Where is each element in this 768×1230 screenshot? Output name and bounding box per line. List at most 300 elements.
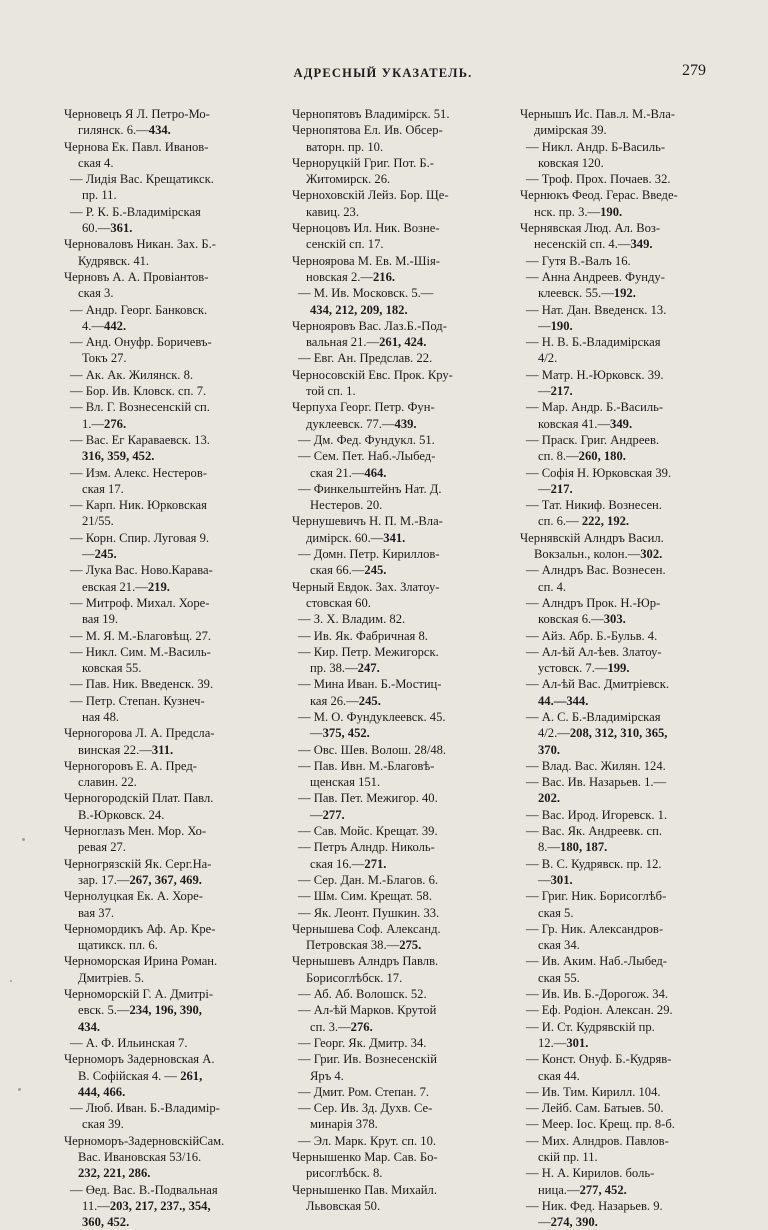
entry-line: —274, 390.	[538, 1215, 598, 1230]
entry-line: — Матр. Н.-Юрковск. 39.	[526, 367, 664, 382]
entry-line: ковская 120.	[538, 155, 604, 170]
directory-subentry	[526, 139, 730, 172]
entry-line: 434.	[78, 1019, 101, 1034]
directory-subentry	[70, 204, 274, 237]
entry-line: Черногорова Л. А. Предсла-	[64, 726, 215, 741]
entry-line: Черноховскій Лейз. Бор. Ще-	[292, 188, 449, 203]
entry-line: —277.	[310, 807, 345, 822]
entry-line: ковская 55.	[82, 661, 142, 676]
entry-line: 4.—442.	[82, 318, 127, 333]
directory-subentry	[526, 807, 730, 823]
entry-line: Черноярова М. Ев. М.-Шія-	[292, 253, 440, 268]
entry-line: нск. пр. 3.—190.	[534, 204, 623, 219]
directory-subentry	[70, 302, 274, 335]
entry-line: — Анна Андреев. Фунду-	[526, 269, 665, 284]
directory-subentry	[70, 676, 274, 692]
entry-line: — Дмит. Ром. Степан. 7.	[298, 1084, 430, 1099]
entry-line: Чернушевичъ Н. П. М.-Вла-	[292, 514, 443, 529]
entry-line: дуклеевск. 77.—439.	[306, 416, 417, 431]
entry-line: —375, 452.	[310, 726, 370, 741]
directory-entry	[64, 1133, 274, 1182]
entry-line: — Гр. Ник. Александров-	[526, 921, 664, 936]
column-1	[64, 106, 274, 1230]
directory-subentry	[526, 465, 730, 498]
entry-line: сп. 6.— 222, 192.	[538, 514, 630, 529]
entry-line: — Сем. Пет. Наб.-Лыбед-	[298, 449, 436, 464]
entry-line: евская 21.—219.	[82, 579, 170, 594]
entry-line: — В. С. Кудрявск. пр. 12.	[526, 856, 662, 871]
entry-line: Черноморъ-ЗадерновскійСам.	[64, 1133, 225, 1148]
entry-line: ская 5.	[538, 905, 574, 920]
entry-line: ская 39.	[82, 1117, 124, 1132]
entry-line: 21/55.	[82, 514, 114, 529]
directory-subentry	[526, 1019, 730, 1052]
entry-line: димірская 39.	[534, 123, 607, 138]
directory-subentry	[298, 676, 502, 709]
directory-entry	[64, 269, 274, 302]
entry-line: 232, 221, 286.	[78, 1166, 151, 1181]
entry-line: — Айз. Абр. Б.-Бульв. 4.	[526, 628, 658, 643]
directory-entry	[292, 220, 502, 253]
entry-line: 360, 452.	[82, 1215, 130, 1230]
directory-subentry	[298, 1133, 502, 1149]
entry-line: — Влад. Вас. Жилян. 124.	[526, 758, 666, 773]
entry-line: — Георг. Як. Дмитр. 34.	[298, 1035, 427, 1050]
entry-line: Черноцовъ Ил. Ник. Возне-	[292, 221, 440, 236]
directory-subentry	[298, 546, 502, 579]
directory-subentry	[70, 497, 274, 530]
entry-line: Черноваловъ Никан. Зах. Б.-	[64, 237, 216, 252]
entry-line: — Сер. Ив. Зд. Духв. Се-	[298, 1101, 433, 1116]
entry-line: — Никл. Андр. Б-Василь-	[526, 139, 666, 154]
entry-line: евск. 5.—234, 196, 390,	[78, 1003, 202, 1018]
directory-entry	[292, 122, 502, 155]
directory-subentry	[526, 269, 730, 302]
directory-entry	[292, 367, 502, 400]
entry-line: Вас. Ивановская 53/16.	[78, 1150, 202, 1164]
directory-entry	[292, 253, 502, 286]
entry-line: —301.	[538, 872, 573, 887]
entry-line: 4/2.—208, 312, 310, 365,	[538, 726, 668, 741]
directory-subentry	[70, 562, 274, 595]
entry-line: Петровская 38.—275.	[306, 938, 422, 953]
entry-line: — Овс. Шев. Волош. 28/48.	[298, 742, 447, 757]
directory-entry	[520, 187, 730, 220]
entry-line: Борисоглѣбск. 17.	[306, 970, 403, 985]
entry-line: — Евг. Ан. Предслав. 22.	[298, 351, 433, 366]
directory-subentry	[70, 399, 274, 432]
entry-line: —217.	[538, 481, 573, 496]
entry-line: Черногрязскій Як. Серг.На-	[64, 856, 212, 871]
directory-subentry	[298, 823, 502, 839]
directory-subentry	[70, 693, 274, 726]
directory-subentry	[70, 530, 274, 563]
directory-subentry	[70, 432, 274, 465]
directory-subentry	[526, 1002, 730, 1018]
directory-subentry	[526, 774, 730, 807]
entry-line: — Ник. Фед. Назарьев. 9.	[526, 1198, 663, 1213]
entry-line: ревая 27.	[78, 840, 126, 855]
entry-line: — Лидія Вас. Крещатикск.	[70, 172, 214, 187]
directory-subentry	[298, 644, 502, 677]
directory-subentry	[526, 1165, 730, 1198]
entry-line: сп. 4.	[538, 579, 567, 594]
entry-line: пр. 11.	[82, 188, 117, 203]
entry-line: Чернявскій Алндръ Васил.	[520, 530, 664, 545]
entry-line: Токъ 27.	[82, 351, 127, 366]
directory-subentry	[70, 465, 274, 498]
entry-line: Черноморскій Г. А. Дмитрі-	[64, 987, 214, 1002]
entry-line: — Мих. Алндров. Павлов-	[526, 1133, 669, 1148]
entry-line: Нестеров. 20.	[310, 498, 383, 513]
entry-line: Черный Евдок. Зах. Златоу-	[292, 579, 440, 594]
entry-line: — Ив. Аким. Наб.-Лыбед-	[526, 954, 668, 969]
directory-entry	[292, 579, 502, 612]
directory-subentry	[526, 399, 730, 432]
directory-entry	[64, 790, 274, 823]
entry-line: — Финкельштейнъ Нат. Д.	[298, 481, 442, 496]
entry-line: — Дм. Фед. Фундукл. 51.	[298, 432, 435, 447]
entry-line: В. Софійская 4. — 261,	[78, 1068, 203, 1083]
entry-line: — Мар. Андр. Б.-Василь-	[526, 400, 664, 415]
entry-line: Чернышенко Мар. Сав. Бо-	[292, 1150, 438, 1164]
entry-line: Черноморская Ирина Роман.	[64, 954, 218, 969]
entry-line: 316, 359, 452.	[82, 449, 155, 464]
entry-line: — Изм. Алекс. Нестеров-	[70, 465, 207, 480]
entry-line: — Ив. Ив. Б.-Дорогож. 34.	[526, 987, 669, 1002]
entry-line: новская 2.—216.	[306, 269, 396, 284]
entry-line: 370.	[538, 742, 561, 757]
entry-line: сп. 3.—276.	[310, 1019, 373, 1034]
directory-subentry	[298, 790, 502, 823]
entry-line: — Тат. Никиф. Вознесен.	[526, 498, 662, 513]
entry-line: гилянск. 6.—434.	[78, 123, 171, 138]
directory-entry	[64, 888, 274, 921]
directory-subentry	[526, 709, 730, 758]
entry-line: — Троф. Прох. Почаев. 32.	[526, 172, 671, 187]
entry-line: — Ив. Як. Фабричная 8.	[298, 628, 428, 643]
directory-entry	[292, 155, 502, 188]
directory-subentry	[526, 676, 730, 709]
entry-line: — Вас. Ирод. Игоревск. 1.	[526, 807, 668, 822]
entry-line: ская 55.	[538, 970, 580, 985]
entry-line: — М. Ив. Московск. 5.—	[298, 286, 434, 301]
entry-line: Черномордикъ Аф. Ар. Кре-	[64, 921, 216, 936]
entry-line: — Ал-ѣй Вас. Дмитріевск.	[526, 677, 669, 692]
entry-line: ская 3.	[78, 286, 114, 301]
entry-line: Чернышевъ Алндръ Павлв.	[292, 954, 439, 969]
entry-line: ная 48.	[82, 709, 120, 724]
entry-line: — Ак. Ак. Жилянск. 8.	[70, 367, 194, 382]
directory-subentry	[298, 350, 502, 366]
directory-entry	[292, 1182, 502, 1215]
entry-line: — Сер. Дан. М.-Благов. 6.	[298, 872, 439, 887]
directory-subentry	[526, 921, 730, 954]
entry-line: — Кир. Петр. Межигорск.	[298, 644, 439, 659]
directory-subentry	[526, 302, 730, 335]
entry-line: 44.—344.	[538, 693, 589, 708]
directory-entry	[520, 530, 730, 563]
directory-subentry	[298, 839, 502, 872]
entry-line: — Алндръ Прок. Н.-Юр-	[526, 595, 661, 610]
directory-entry	[292, 399, 502, 432]
entry-line: — Праск. Григ. Андреев.	[526, 432, 660, 447]
entry-line: Черпуха Георг. Петр. Фун-	[292, 400, 435, 415]
entry-line: Дмитріев. 5.	[78, 970, 145, 985]
directory-subentry	[526, 644, 730, 677]
scan-speck	[18, 1088, 21, 1091]
entry-line: Кудрявск. 41.	[78, 253, 150, 268]
directory-subentry	[526, 823, 730, 856]
directory-subentry	[70, 1182, 274, 1230]
directory-subentry	[70, 383, 274, 399]
entry-line: В.-Юрковск. 24.	[78, 807, 165, 822]
entry-line: — Софія Н. Юрковская 39.	[526, 465, 672, 480]
entry-line: Черноморъ Задерновская А.	[64, 1052, 215, 1067]
entry-line: скій пр. 11.	[538, 1150, 598, 1164]
directory-entry	[64, 953, 274, 986]
column-3	[520, 106, 730, 1230]
entry-line: — И. Ст. Кудрявскій пр.	[526, 1019, 655, 1034]
entry-line: щатикск. пл. 6.	[78, 938, 158, 953]
entry-line: сенскій сп. 17.	[306, 237, 384, 252]
directory-subentry	[70, 628, 274, 644]
entry-line: Чернышъ Ис. Пав.л. М.-Вла-	[520, 107, 675, 121]
entry-line: 11.—203, 217, 237., 354,	[82, 1198, 211, 1213]
entry-line: — Петр. Степан. Кузнеч-	[70, 693, 205, 708]
directory-subentry	[526, 1051, 730, 1084]
directory-subentry	[298, 888, 502, 904]
entry-line: ница.—277, 452.	[538, 1182, 627, 1197]
entry-line: несенскій сп. 4.—349.	[534, 237, 653, 252]
entry-line: 444, 466.	[78, 1084, 126, 1099]
entry-line: —190.	[538, 318, 573, 333]
directory-columns	[64, 106, 724, 1230]
scan-speck	[22, 838, 25, 841]
directory-entry	[64, 725, 274, 758]
entry-line: — Ал-ѣй Ал-ѣев. Златоу-	[526, 644, 662, 659]
directory-entry	[64, 921, 274, 954]
entry-line: Чернолуцкая Ек. А. Хоре-	[64, 889, 203, 904]
entry-line: вая 37.	[78, 905, 115, 920]
entry-line: — Лука Вас. Ново.Карава-	[70, 563, 213, 578]
entry-line: ская 21.—464.	[310, 465, 387, 480]
entry-line: ская 4.	[78, 155, 114, 170]
entry-line: кавиц. 23.	[306, 204, 359, 219]
directory-entry	[292, 921, 502, 954]
page-header	[60, 62, 706, 84]
entry-line: ковская 41.—349.	[538, 416, 633, 431]
directory-subentry	[526, 1133, 730, 1166]
entry-line: Чернышева Соф. Александ.	[292, 921, 441, 936]
entry-line: — Лейб. Сам. Батыев. 50.	[526, 1101, 664, 1116]
entry-line: устовск. 7.—199.	[538, 661, 630, 676]
entry-line: Чернова Ек. Павл. Иванов-	[64, 139, 209, 154]
entry-line: — А. Ф. Ильинская 7.	[70, 1035, 188, 1050]
directory-subentry	[298, 1002, 502, 1035]
directory-subentry	[526, 562, 730, 595]
entry-line: — Вл. Г. Вознесенскій сп.	[70, 400, 210, 415]
scan-speck	[10, 980, 12, 982]
directory-subentry	[70, 334, 274, 367]
directory-subentry	[70, 595, 274, 628]
directory-entry	[64, 236, 274, 269]
directory-entry	[64, 856, 274, 889]
directory-subentry	[298, 905, 502, 921]
entry-line: — Нат. Дан. Введенск. 13.	[526, 302, 667, 317]
entry-line: кая 26.—245.	[310, 693, 381, 708]
entry-line: Львовская 50.	[306, 1198, 381, 1213]
directory-entry	[520, 220, 730, 253]
directory-subentry	[298, 986, 502, 1002]
entry-line: Черновецъ Я Л. Петро-Мо-	[64, 107, 210, 121]
entry-line: Чернояровъ Вас. Лаз.Б.-Под-	[292, 318, 447, 333]
entry-line: — А. С. Б.-Владимірская	[526, 709, 661, 724]
entry-line: — Сав. Мойс. Крещат. 39.	[298, 824, 438, 839]
directory-subentry	[526, 953, 730, 986]
directory-subentry	[298, 448, 502, 481]
entry-line: стовская 60.	[306, 595, 371, 610]
entry-line: — Алндръ Вас. Вознесен.	[526, 563, 666, 578]
entry-line: минарія 378.	[310, 1117, 378, 1132]
entry-line: — Бор. Ив. Кловск. сп. 7.	[70, 384, 207, 399]
directory-entry	[292, 106, 502, 122]
entry-line: —245.	[82, 547, 117, 562]
entry-line: — Корн. Спир. Луговая 9.	[70, 530, 210, 545]
entry-line: Чернышенко Пав. Михайл.	[292, 1182, 437, 1197]
entry-line: димірск. 60.—341.	[306, 530, 406, 545]
entry-line: Чернопятова Ел. Ив. Обсер-	[292, 123, 443, 138]
entry-line: щенская 151.	[310, 775, 381, 790]
entry-line: 4/2.	[538, 351, 558, 366]
entry-line: — Н. В. Б.-Владимірская	[526, 335, 661, 350]
directory-subentry	[526, 986, 730, 1002]
directory-subentry	[70, 171, 274, 204]
entry-line: — Эл. Марк. Крут. сп. 10.	[298, 1133, 437, 1148]
entry-line: ская 44.	[538, 1068, 580, 1083]
directory-entry	[64, 1051, 274, 1100]
directory-subentry	[298, 758, 502, 791]
entry-line: рисоглѣбск. 8.	[306, 1166, 383, 1181]
directory-entry	[64, 986, 274, 1035]
directory-subentry	[298, 1100, 502, 1133]
entry-line: Вокзальн., колон.—302.	[534, 547, 663, 562]
directory-subentry	[526, 1198, 730, 1230]
entry-line: — Анд. Онуфр. Боричевъ-	[70, 335, 212, 350]
directory-subentry	[70, 1035, 274, 1051]
directory-subentry	[526, 334, 730, 367]
directory-entry	[292, 318, 502, 351]
directory-subentry	[298, 628, 502, 644]
entry-line: — Шм. Сим. Крещат. 58.	[298, 889, 432, 904]
entry-line: —217.	[538, 384, 573, 399]
entry-line: Житомирск. 26.	[306, 172, 391, 187]
directory-subentry	[526, 432, 730, 465]
entry-line: славин. 22.	[78, 775, 137, 790]
directory-subentry	[298, 1035, 502, 1051]
entry-line: пр. 38.—247.	[310, 661, 380, 676]
column-2	[292, 106, 502, 1213]
directory-subentry	[298, 709, 502, 742]
entry-line: Черноруцкій Григ. Пот. Б.-	[292, 155, 434, 170]
entry-line: ская 66.—245.	[310, 563, 387, 578]
directory-entry	[292, 953, 502, 986]
entry-line: — Григ. Ник. Борисоглѣб-	[526, 889, 667, 904]
directory-subentry	[298, 285, 502, 318]
directory-entry	[292, 1149, 502, 1182]
directory-subentry	[526, 1084, 730, 1100]
directory-subentry	[298, 1051, 502, 1084]
entry-line: ская 17.	[82, 481, 124, 496]
entry-line: — Григ. Ив. Вознесенскій	[298, 1052, 437, 1067]
entry-line: — З. Х. Владим. 82.	[298, 612, 406, 627]
entry-line: 202.	[538, 791, 561, 806]
directory-entry	[520, 106, 730, 139]
directory-subentry	[526, 595, 730, 628]
entry-line: Черносовскій Евс. Прок. Кру-	[292, 367, 453, 382]
entry-line: — Ив. Тим. Кирилл. 104.	[526, 1084, 661, 1099]
directory-subentry	[526, 1100, 730, 1116]
directory-entry	[64, 106, 274, 139]
directory-subentry	[526, 888, 730, 921]
entry-line: 12.—301.	[538, 1035, 589, 1050]
entry-line: — Петръ Алндр. Николь-	[298, 840, 435, 855]
entry-line: ская 16.—271.	[310, 856, 387, 871]
directory-subentry	[526, 253, 730, 269]
directory-entry	[292, 513, 502, 546]
entry-line: — Пав. Ник. Введенск. 39.	[70, 677, 214, 692]
entry-line: — Ал-ѣй Марков. Крутой	[298, 1003, 437, 1018]
directory-subentry	[526, 1116, 730, 1132]
entry-line: — Карп. Ник. Юрковская	[70, 498, 207, 513]
directory-subentry	[526, 856, 730, 889]
entry-line: — Мина Иван. Б.-Мостиц-	[298, 677, 442, 692]
entry-line: вая 19.	[82, 612, 119, 627]
directory-subentry	[70, 367, 274, 383]
entry-line: Черноглазъ Мен. Мор. Хо-	[64, 824, 207, 839]
entry-line: — Пав. Ивн. М.-Благовѣ-	[298, 758, 435, 773]
entry-line: — М. О. Фундуклеевск. 45.	[298, 709, 446, 724]
entry-line: вальная 21.—261, 424.	[306, 335, 427, 350]
directory-entry	[64, 823, 274, 856]
entry-line: клеевск. 55.—192.	[538, 286, 636, 301]
entry-line: — Конст. Онуф. Б.-Кудряв-	[526, 1052, 672, 1067]
entry-line: — Гутя В.-Валъ 16.	[526, 253, 631, 268]
entry-line: Чернявская Люд. Ал. Воз-	[520, 221, 661, 236]
directory-subentry	[526, 171, 730, 187]
entry-line: Черновъ А. А. Провіантов-	[64, 269, 209, 284]
directory-subentry	[298, 611, 502, 627]
entry-line: ваторн. пр. 10.	[306, 139, 384, 154]
entry-line: — Митроф. Михал. Хоре-	[70, 595, 210, 610]
entry-line: ковская 6.—303.	[538, 612, 626, 627]
entry-line: 434, 212, 209, 182.	[310, 302, 408, 317]
entry-line: — Пав. Пет. Межигор. 40.	[298, 791, 438, 806]
entry-line: Яръ 4.	[310, 1068, 344, 1083]
entry-line: — Еф. Родіон. Алексан. 29.	[526, 1003, 673, 1018]
entry-line: той сп. 1.	[306, 384, 356, 399]
directory-subentry	[298, 481, 502, 514]
directory-entry	[64, 139, 274, 172]
entry-line: — Өед. Вас. В.-Подвальная	[70, 1182, 218, 1197]
directory-subentry	[526, 628, 730, 644]
entry-line: зар. 17.—267, 367, 469.	[78, 872, 202, 887]
directory-subentry	[526, 758, 730, 774]
directory-entry	[64, 758, 274, 791]
directory-subentry	[70, 1100, 274, 1133]
entry-line: винская 22.—311.	[78, 742, 174, 757]
entry-line: 1.—276.	[82, 416, 127, 431]
